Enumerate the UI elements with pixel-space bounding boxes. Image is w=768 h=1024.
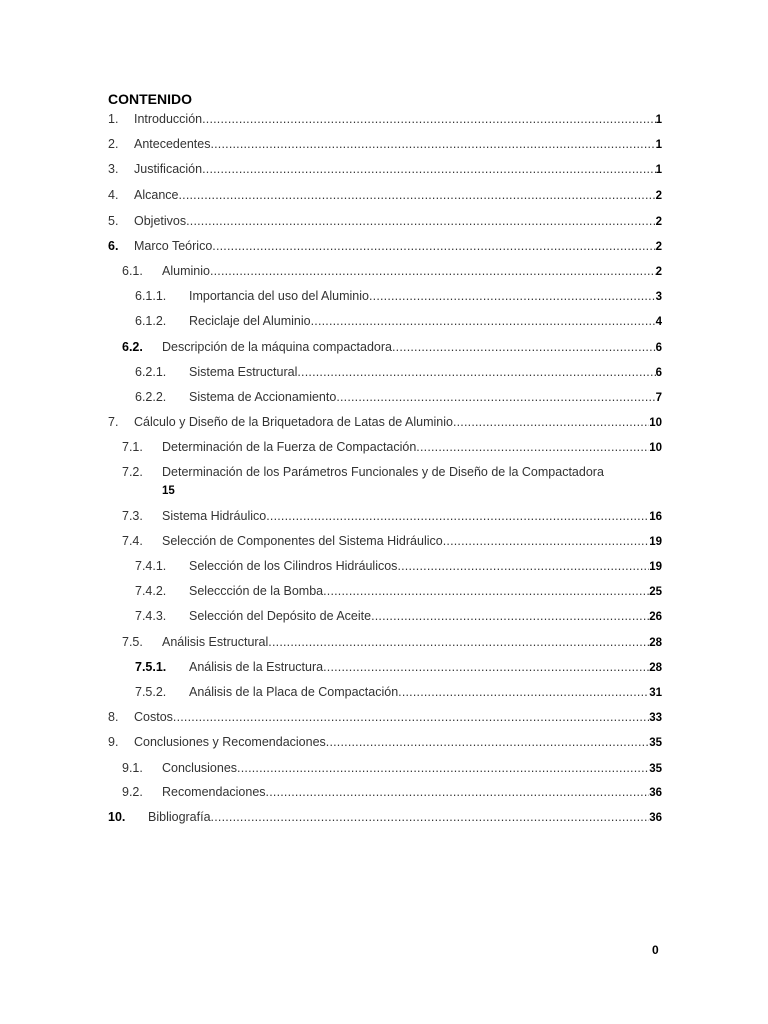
toc-entry-number: 6.2.1. [135,365,167,379]
toc-entry[interactable] [108,160,662,179]
toc-leader-dots [297,363,655,381]
toc-entry-page: 10 [649,417,662,429]
toc-entry-text: Sistema Hidráulico [162,509,267,523]
toc-entry-number: 7.2. [122,465,143,479]
toc-entry-number: 6.1.1. [135,289,167,303]
toc-entry-number: 7.4.1. [135,559,167,573]
toc-entry-text: Justificación [134,162,203,176]
toc-entry-number: 7.5.1. [135,660,167,674]
toc-leader-dots [202,160,656,178]
toc-entry-page: 28 [649,662,662,674]
toc-entry-page: 31 [649,687,662,699]
toc-entry-number: 1. [108,112,119,126]
toc-entry[interactable] [122,759,662,778]
toc-leader-dots [371,607,649,625]
toc-entry-number: 9. [108,735,119,749]
toc-entry-page: 36 [649,812,662,824]
toc-title: CONTENIDO [108,91,192,107]
toc-entry-text: Sistema de Accionamiento [189,390,337,404]
toc-entry[interactable] [108,110,662,129]
toc-entry-text: Conclusiones y Recomendaciones [134,735,326,749]
toc-entry-number: 6.2.2. [135,390,167,404]
toc-entry[interactable] [135,683,662,702]
toc-leader-dots [186,212,655,230]
toc-entry-number: 7.4.2. [135,584,167,598]
toc-leader-dots [173,708,649,726]
toc-entry[interactable] [122,507,662,526]
toc-entry-page: 1 [655,164,662,176]
toc-leader-dots [416,438,649,456]
toc-entry-number: 6. [108,239,119,253]
toc-leader-dots [453,413,649,431]
toc-entry-page: 35 [649,737,662,749]
toc-leader-dots [268,633,649,651]
toc-entry-page: 16 [649,511,662,523]
toc-entry-page: 4 [655,316,662,328]
toc-leader-dots [210,262,656,280]
toc-entry[interactable] [135,557,662,576]
toc-entry-number: 9.1. [122,761,143,775]
toc-entry-number: 9.2. [122,785,143,799]
toc-entry-text: Objetivos [134,214,187,228]
toc-entry[interactable] [108,237,662,256]
toc-entry-page: 2 [655,190,662,202]
toc-leader-dots [211,808,650,826]
toc-entry-text: Alcance [134,188,179,202]
toc-entry-page: 2 [655,266,662,278]
toc-entry[interactable] [122,262,662,281]
toc-entry-text: Análisis de la Placa de Compactación [189,685,399,699]
toc-entry-number: 3. [108,162,119,176]
toc-leader-dots [323,658,649,676]
toc-leader-dots [311,312,656,330]
toc-entry[interactable] [135,388,662,407]
toc-leader-dots [202,110,655,128]
toc-entry-text: Sistema Estructural [189,365,298,379]
toc-entry[interactable] [122,338,662,357]
toc-entry-page: 19 [649,561,662,573]
toc-entry[interactable] [108,135,662,154]
toc-entry-text: Recomendaciones [162,785,266,799]
toc-entry-page: 33 [649,712,662,724]
toc-entry-number: 5. [108,214,119,228]
toc-entry-text: Determinación de los Parámetros Funcionales y de Diseño de la Compactadora [162,465,604,479]
toc-entry[interactable] [135,607,662,626]
toc-entry-text: Análisis de la Estructura [189,660,324,674]
toc-leader-dots [443,532,649,550]
toc-entry-page: 1 [655,139,662,151]
toc-entry-page: 7 [655,392,662,404]
toc-leader-dots [397,557,649,575]
toc-entry-number: 7.4. [122,534,143,548]
toc-entry[interactable] [122,783,662,802]
toc-leader-dots [392,338,656,356]
toc-entry-text: Descripción de la máquina compactadora [162,340,392,354]
toc-entry-page: 19 [649,536,662,548]
toc-entry-text: Costos [134,710,173,724]
toc-leader-dots [369,287,656,305]
toc-entry[interactable] [135,312,662,331]
toc-entry-text: Cálculo y Diseño de la Briquetadora de Latas de Aluminio [134,415,453,429]
toc-entry-number: 6.2. [122,340,143,354]
toc-entry-text: Selección de Componentes del Sistema Hidráulico [162,534,443,548]
toc-entry-number: 7.3. [122,509,143,523]
page-number: 0 [652,943,659,957]
toc-entry-page: 10 [649,442,662,454]
toc-entry-text: Antecedentes [134,137,211,151]
toc-leader-dots [266,507,649,525]
toc-leader-dots [237,759,649,777]
toc-entry-page: 35 [649,763,662,775]
toc-entry[interactable] [108,413,662,432]
toc-leader-dots [326,733,649,751]
toc-entry-number: 7.5.2. [135,685,167,699]
toc-entry[interactable] [135,363,662,382]
toc-entry[interactable] [135,287,662,306]
toc-entry[interactable] [122,463,662,497]
toc-entry-page: 6 [655,367,662,379]
toc-entry[interactable] [122,633,662,652]
toc-leader-dots [398,683,649,701]
toc-entry-number: 8. [108,710,119,724]
toc-entry-number: 10. [108,810,126,824]
toc-entry[interactable] [135,658,662,677]
toc-entry[interactable] [108,708,662,727]
toc-entry-text: Reciclaje del Aluminio [189,314,311,328]
toc-entry-text: Determinación de la Fuerza de Compactación [162,440,417,454]
toc-entry[interactable] [122,532,662,551]
toc-entry-number: 7. [108,415,119,429]
toc-entry-text: Selección del Depósito de Aceite [189,609,372,623]
toc-entry-text: Seleccción de la Bomba [189,584,324,598]
toc-entry[interactable] [122,438,662,457]
toc-entry[interactable] [108,733,662,752]
toc-entry-number: 6.1.2. [135,314,167,328]
toc-entry-number: 7.1. [122,440,143,454]
toc-entry-page: 2 [655,216,662,228]
toc-entry-text: Importancia del uso del Aluminio [189,289,369,303]
toc-entry-page: 15 [162,485,175,497]
toc-entry[interactable] [135,582,662,601]
toc-entry-number: 4. [108,188,119,202]
toc-entry-page: 1 [655,114,662,126]
toc-entry-page: 2 [655,241,662,253]
toc-entry-page: 6 [655,342,662,354]
toc-entry-number: 6.1. [122,264,143,278]
toc-entry-text: Aluminio [162,264,210,278]
toc-leader-dots [336,388,655,406]
toc-entry[interactable] [108,212,662,231]
toc-entry-text: Introducción [134,112,203,126]
toc-entry-number: 2. [108,137,119,151]
toc-entry[interactable] [108,186,662,205]
toc-entry-page: 26 [649,611,662,623]
toc-entry-text: Conclusiones [162,761,238,775]
toc-entry-text: Selección de los Cilindros Hidráulicos [189,559,398,573]
toc-leader-dots [212,237,655,255]
toc-leader-dots [323,582,649,600]
toc-leader-dots [266,783,650,801]
toc-leader-dots [178,186,655,204]
toc-entry-page: 3 [655,291,662,303]
toc-entry-text: Marco Teórico [134,239,213,253]
toc-leader-dots [210,135,655,153]
toc-entry-page: 25 [649,586,662,598]
toc-entry-number: 7.4.3. [135,609,167,623]
toc-entry-page: 36 [649,787,662,799]
toc-entry[interactable] [108,808,662,827]
toc-entry-text: Análisis Estructural [162,635,269,649]
toc-entry-text: Bibliografía [148,810,211,824]
toc-entry-page: 28 [649,637,662,649]
toc-entry-number: 7.5. [122,635,143,649]
